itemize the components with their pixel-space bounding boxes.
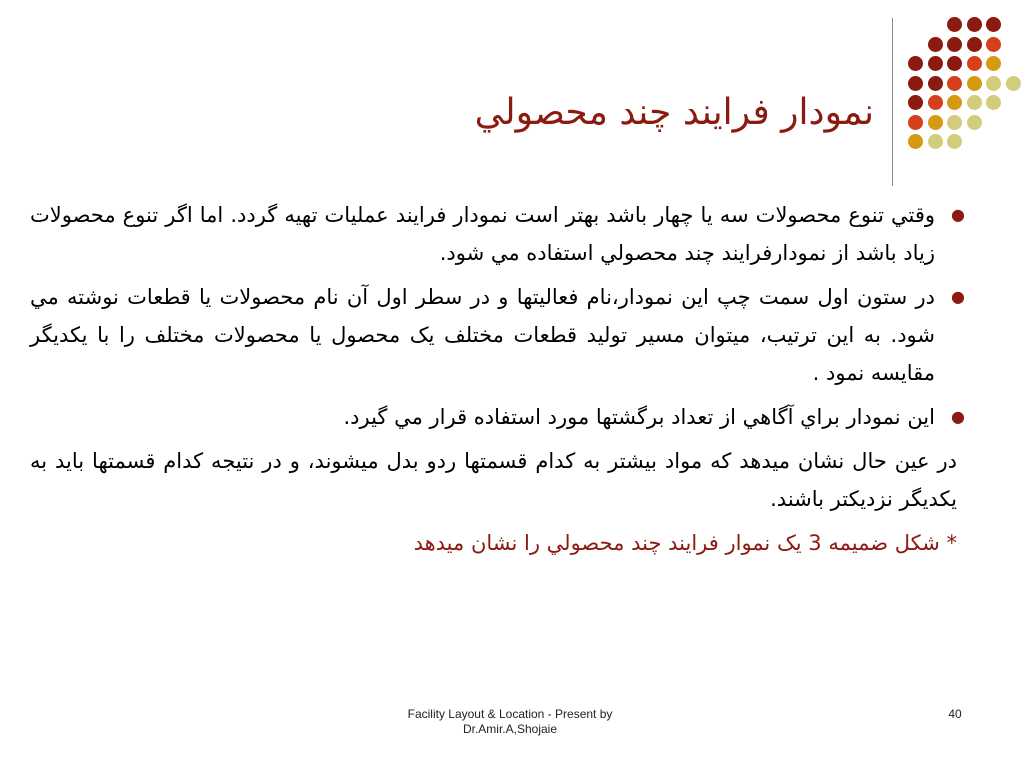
decorative-dot (928, 56, 943, 71)
page-number: 40 (948, 707, 962, 721)
decorative-dot (967, 56, 982, 71)
decorative-dot (947, 115, 962, 130)
decorative-dot (947, 37, 962, 52)
decorative-dot (967, 37, 982, 52)
decorative-dot (928, 134, 943, 149)
decorative-dot (908, 134, 923, 149)
decorative-dot (928, 115, 943, 130)
decorative-dot (967, 115, 982, 130)
decorative-dot (947, 76, 962, 91)
decorative-dot (967, 95, 982, 110)
slide-footer: Facility Layout & Location - Present by Dr.Amir.A,Shojaie (407, 707, 613, 736)
decorative-dot (908, 95, 923, 110)
decorative-dot (947, 56, 962, 71)
bullet-paragraph: ● در ستون اول سمت چپ اين نمودار،نام فعاليتها و در سطر اول آن نام محصولات يا قطعات نوشته مي شود. به اين ترتيب، ميتوان مسير توليد قطعات مختلف يک محصول يا محصولات مختلف را با يکديگر مقايسه نمود . (30, 278, 965, 392)
decorative-dot (947, 17, 962, 32)
decorative-dot (908, 76, 923, 91)
decorative-dot (1006, 76, 1021, 91)
decorative-dot (986, 95, 1001, 110)
decorative-dot (967, 76, 982, 91)
decorative-dot (947, 95, 962, 110)
title-divider-line (892, 18, 893, 186)
decorative-dot (928, 76, 943, 91)
slide-title: نمودار فرايند چند محصولي (474, 92, 874, 133)
decorative-dot (986, 76, 1001, 91)
decorative-dot (967, 17, 982, 32)
sub-paragraph: در عين حال نشان ميدهد که مواد بيشتر به کدام قسمتها ردو بدل ميشوند، و در نتيجه کدام قسمتها بايد به يکديگر نزديکتر باشند. (30, 449, 957, 511)
decorative-dot (908, 115, 923, 130)
decorative-dot (908, 56, 923, 71)
decorative-dot (947, 134, 962, 149)
decorative-dot (928, 95, 943, 110)
decorative-dot (986, 56, 1001, 71)
slide-body (30, 196, 965, 568)
bullet-paragraph: ● اين نمودار براي آگاهي از تعداد برگشتها مورد استفاده قرار مي گيرد. (30, 398, 965, 436)
figure-note: * شکل ضميمه 3 يک نموار فرايند چند محصولي را نشان ميدهد (413, 531, 957, 555)
decorative-dot (928, 37, 943, 52)
bullet-paragraph: ● وقتي تنوع محصولات سه يا چهار باشد بهتر است نمودار فرايند عمليات تهيه گردد. اما اگر تنوع محصولات زياد باشد از نمودارفرايند چند محصولي استفاده مي شود. (30, 196, 965, 272)
decorative-dot (986, 17, 1001, 32)
decorative-dot (986, 37, 1001, 52)
